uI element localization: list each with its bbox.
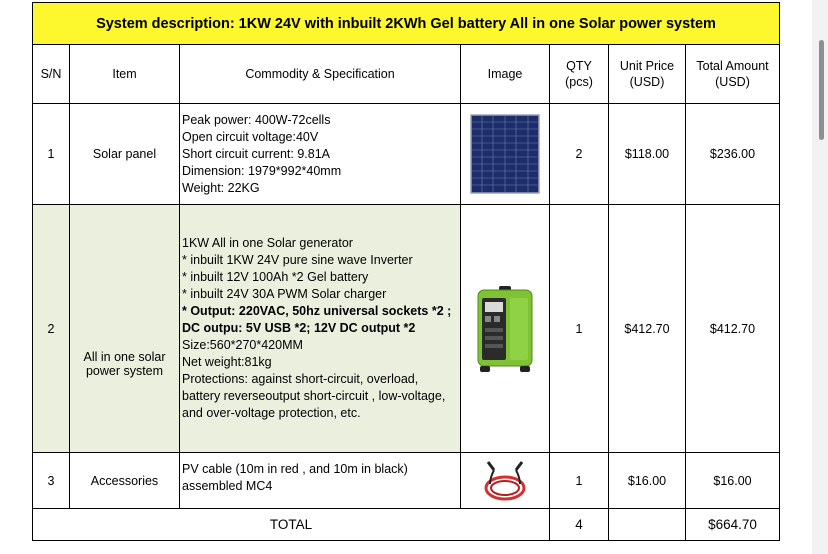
header-total-line2: (USD) xyxy=(715,75,750,89)
spec-line: PV cable (10m in red , and 10m in black) xyxy=(182,462,408,476)
row-image xyxy=(461,205,550,453)
quotation-table xyxy=(32,2,780,541)
header-unit-line1: Unit Price xyxy=(619,59,675,73)
spec-line: * inbuilt 24V 30A PWM Solar charger xyxy=(182,287,387,301)
total-amount: $664.70 xyxy=(686,509,780,541)
table-row xyxy=(33,205,780,453)
row-unit-price: $118.00 xyxy=(609,104,686,205)
header-item: Item xyxy=(70,45,180,104)
header-qty xyxy=(550,45,609,104)
spec-line: Dimension: 1979*992*40mm xyxy=(182,163,342,178)
pv-cable-icon xyxy=(480,456,530,506)
total-label: TOTAL xyxy=(33,509,550,541)
header-unit-price xyxy=(609,45,686,104)
header-spec: Commodity & Specification xyxy=(180,45,461,104)
spec-line: Peak power: 400W-72cells xyxy=(182,112,331,127)
header-unit-line2: (USD) xyxy=(629,75,665,89)
row-total: $236.00 xyxy=(686,104,780,205)
row-image xyxy=(461,453,550,509)
spec-line: assembled MC4 xyxy=(182,479,273,493)
solar-panel-icon xyxy=(470,114,540,194)
row-unit-price: $16.00 xyxy=(609,453,686,509)
spec-line: Weight: 22KG xyxy=(182,180,260,195)
row-image xyxy=(461,104,550,205)
row-total: $16.00 xyxy=(686,453,780,509)
row-unit-price: $412.70 xyxy=(609,205,686,453)
header-total-amount xyxy=(686,45,780,104)
row-qty: 2 xyxy=(550,104,609,205)
spec-line: * inbuilt 1KW 24V pure sine wave Inverter xyxy=(182,253,413,267)
spec-line: Net weight:81kg xyxy=(182,355,272,369)
total-row xyxy=(33,509,780,541)
solar-generator-icon xyxy=(472,284,538,374)
row-sn: 2 xyxy=(33,205,70,453)
spec-line-bold: * Output: 220VAC, 50hz universal sockets *2 ; xyxy=(182,304,452,318)
row-sn: 1 xyxy=(33,104,70,205)
row-item: Accessories xyxy=(70,453,180,509)
row-qty: 1 xyxy=(550,205,609,453)
header-qty-line1: QTY xyxy=(566,59,592,73)
spec-line: 1KW All in one Solar generator xyxy=(182,236,353,250)
row-item-line1: All in one solar xyxy=(83,349,166,364)
total-empty xyxy=(609,509,686,541)
table-row xyxy=(33,453,780,509)
row-total: $412.70 xyxy=(686,205,780,453)
spec-line: Size:560*270*420MM xyxy=(182,338,303,352)
header-row xyxy=(33,45,780,104)
row-item xyxy=(70,205,180,453)
table-row xyxy=(33,104,780,205)
row-spec xyxy=(180,205,461,453)
row-item: Solar panel xyxy=(70,104,180,205)
header-sn: S/N xyxy=(33,45,70,104)
row-qty: 1 xyxy=(550,453,609,509)
spec-line: Protections: against short-circuit, overload, battery reverseoutput short-circuit , low-voltage, and over-voltage protection, etc. xyxy=(182,372,446,420)
vertical-scrollbar[interactable] xyxy=(819,40,824,140)
spec-line: Open circuit voltage:40V xyxy=(182,129,319,144)
spec-line-bold: DC outpu: 5V USB *2; 12V DC output *2 xyxy=(182,321,416,335)
header-qty-line2: (pcs) xyxy=(565,75,593,89)
header-image: Image xyxy=(461,45,550,104)
row-sn: 3 xyxy=(33,453,70,509)
row-spec xyxy=(180,104,461,205)
spec-line: Short circuit current: 9.81A xyxy=(182,146,330,161)
spec-line: * inbuilt 12V 100Ah *2 Gel battery xyxy=(182,270,369,284)
row-spec xyxy=(180,453,461,509)
header-total-line1: Total Amount xyxy=(696,59,769,73)
table-title: System description: 1KW 24V with inbuilt 2KWh Gel battery All in one Solar power system xyxy=(33,3,780,45)
total-qty: 4 xyxy=(550,509,609,541)
row-item-line2: power system xyxy=(85,363,164,378)
